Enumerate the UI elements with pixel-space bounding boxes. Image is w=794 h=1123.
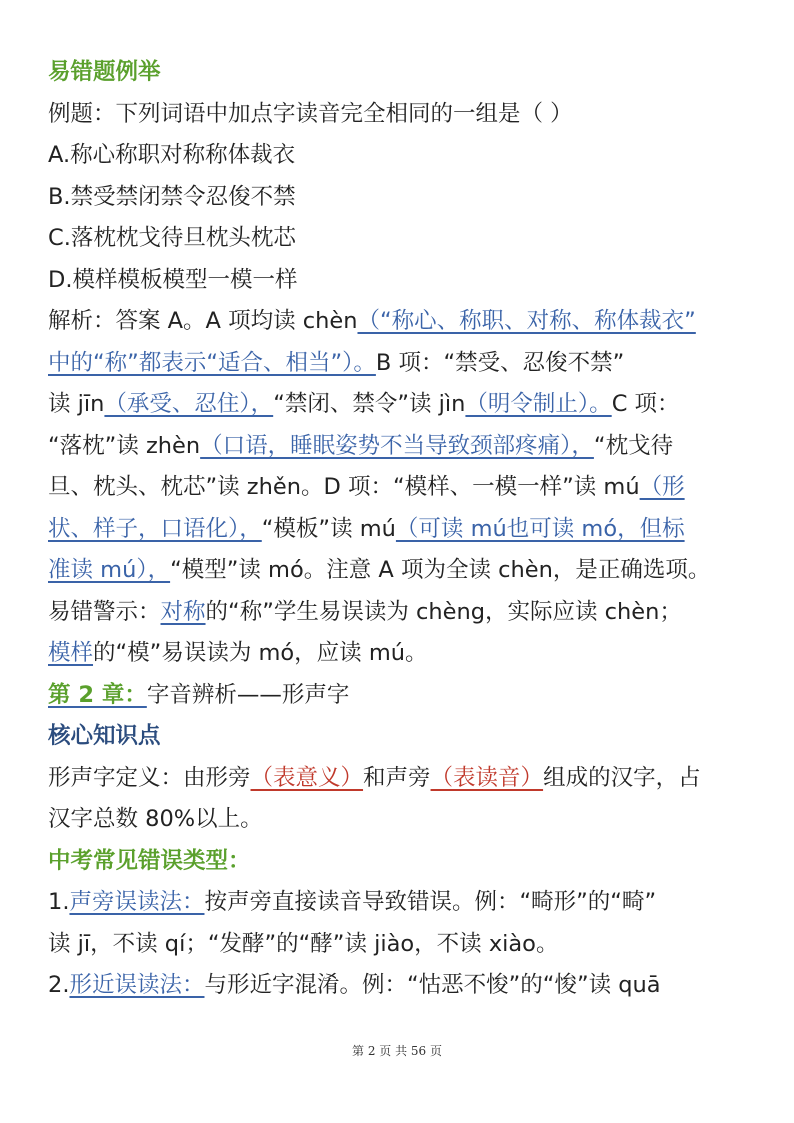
errors-heading	[48, 841, 748, 883]
question-stem: 例题：下列词语中加点字读音完全相同的一组是（ ）	[48, 100, 573, 127]
analysis-line	[48, 550, 748, 592]
definition-note: （表读音）	[430, 764, 544, 791]
chapter-heading	[48, 675, 748, 717]
definition-line	[48, 758, 748, 800]
analysis-text: C 项：	[611, 391, 680, 417]
error-type-1	[48, 882, 748, 924]
analysis-note: （“称心、称职、对称、称体裁衣”	[357, 308, 696, 334]
chapter-label: 第 2 章：	[48, 681, 147, 708]
analysis-note: 中的“称”都表示“适合、相当”）。	[48, 349, 376, 376]
warning-term: 模样	[48, 640, 94, 666]
error-text: 与形近字混淆。例：“怙恶不悛”的“悛”读 quā	[204, 972, 661, 998]
errors-heading-text: 中考常见错误类型：	[48, 847, 251, 874]
analysis-text: 读 jīn	[48, 391, 105, 417]
error-number: 2.	[48, 972, 70, 998]
error-type-2	[48, 965, 748, 1007]
analysis-text: 解析：答案 A。A 项均读 chèn	[48, 308, 358, 334]
analysis-line	[48, 509, 748, 551]
analysis-note: 准读 mú），	[48, 557, 171, 583]
warning-line	[48, 592, 748, 634]
option-a: A.称心称职对称称体裁衣	[48, 142, 296, 168]
chapter-title: 字音辨析——形声字	[146, 681, 350, 708]
analysis-text: “禁闭、禁令”读 jìn	[273, 391, 466, 417]
error-type-1-cont: 读 jī，不读 qí；“发酵”的“酵”读 jiào，不读 xiào。	[48, 930, 559, 957]
analysis-line	[48, 467, 748, 509]
definition-note: （表意义）	[250, 764, 364, 791]
warning-line	[48, 633, 748, 675]
analysis-note: （明令制止）。	[465, 391, 612, 417]
error-term: 声旁误读法：	[69, 889, 205, 915]
warning-label: 易错警示：	[48, 598, 161, 625]
option-c: C.落枕枕戈待旦枕头枕芯	[48, 225, 296, 251]
analysis-text: B 项：“禁受、忍俊不禁”	[375, 349, 625, 376]
analysis-line	[48, 301, 748, 343]
warning-text: 的“模”易误读为 mó，应读 mú。	[93, 640, 428, 666]
document-body	[48, 52, 748, 1007]
option-b: B.禁受禁闭禁令忍俊不禁	[48, 183, 296, 210]
error-term: 形近误读法：	[69, 972, 205, 998]
definition-text: 组成的汉字，占	[543, 764, 701, 791]
analysis-note: （可读 mú也可读 mó，但标	[395, 515, 685, 542]
analysis-note: （承受、忍住），	[104, 391, 274, 417]
error-number: 1.	[48, 889, 70, 915]
section-heading-errors	[48, 52, 748, 94]
analysis-line	[48, 384, 748, 426]
analysis-text: “落枕”读 zhèn	[48, 432, 201, 459]
analysis-line	[48, 343, 748, 385]
section-title: 易错题例举	[48, 59, 161, 85]
analysis-line	[48, 426, 748, 468]
warning-text: 的“称”学生易误读为 chèng，实际应读 chèn；	[205, 598, 682, 625]
definition-text: 形声字定义：由形旁	[48, 764, 251, 791]
warning-term: 对称	[160, 598, 206, 625]
analysis-note: 状、样子，口语化），	[48, 515, 262, 542]
analysis-text: 旦、枕头、枕芯”读 zhěn。D 项：“模样、一模一样”读 mú	[48, 474, 640, 500]
definition-line: 汉字总数 80%以上。	[48, 806, 263, 832]
definition-text: 和声旁	[363, 764, 431, 791]
analysis-note: （口语，睡眠姿势不当导致颈部疼痛），	[200, 432, 594, 459]
analysis-text: “模型”读 mó。注意 A 项为全读 chèn，是正确选项。	[170, 557, 711, 583]
analysis-note: （形	[639, 474, 685, 500]
analysis-text: “枕戈待	[593, 432, 674, 459]
error-text: 按声旁直接读音导致错误。例：“畸形”的“畸”	[204, 889, 657, 915]
page-footer: 第 2 页 共 56 页	[352, 1044, 442, 1058]
analysis-text: “模板”读 mú	[261, 515, 396, 542]
core-heading-text: 核心知识点	[48, 723, 161, 749]
core-heading	[48, 716, 748, 758]
option-d: D.模样模板模型一模一样	[48, 266, 298, 293]
